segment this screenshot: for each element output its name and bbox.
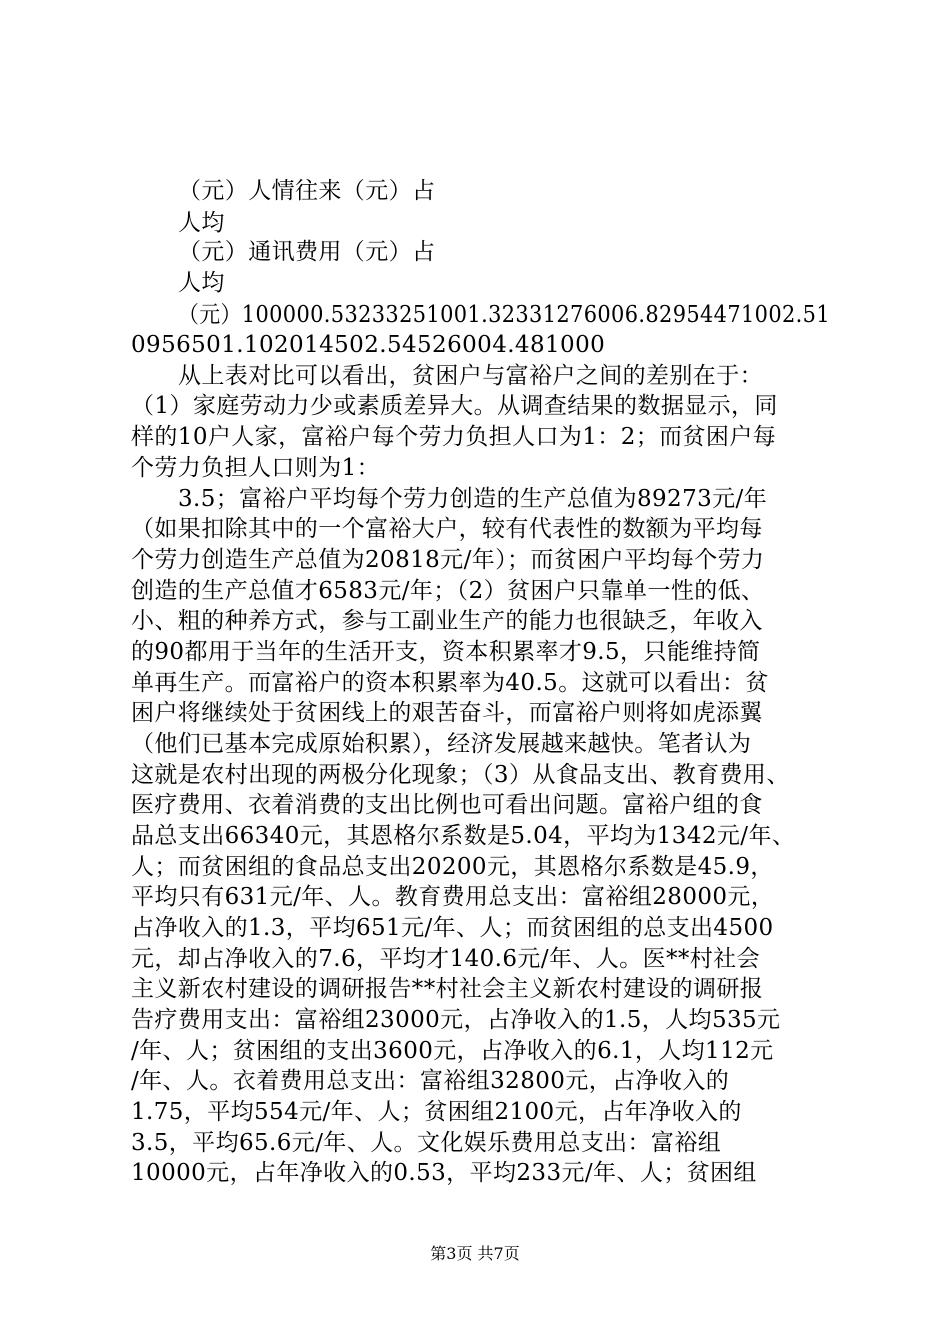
text-line: 1.75，平均554元/年、人；贫困组2100元，占年净收入的 — [131, 1099, 742, 1125]
text-line: 的90都用于当年的生活开支，资本积累率才9.5，只能维持简 — [131, 639, 761, 665]
text-line: 小、粗的种养方式，参与工副业生产的能力也很缺乏，年收入 — [131, 608, 763, 634]
text-line: （元）通讯费用（元）占 — [178, 239, 436, 265]
text-line: 样的10户人家，富裕户每个劳力负担人口为1：2；而贫困户每 — [131, 424, 777, 450]
text-line: 10000元，占年净收入的0.53，平均233元/年、人；贫困组 — [131, 1160, 757, 1186]
text-line: 0956501.102014502.54526004.481000 — [131, 332, 606, 358]
text-line: 占净收入的1.3，平均651元/年、人；而贫困组的总支出4500 — [131, 915, 774, 941]
text-line: 3.5，平均65.6元/年、人。文化娱乐费用总支出：富裕组 — [131, 1130, 722, 1156]
text-line: （1）家庭劳动力少或素质差异大。从调查结果的数据显示，同 — [131, 393, 778, 419]
text-line: 这就是农村出现的两极分化现象；（3）从食品支出、教育费用、 — [131, 762, 790, 788]
text-line: 告疗费用支出：富裕组23000元，占净收入的1.5，人均535元 — [131, 1007, 781, 1033]
text-line: 人均 — [178, 270, 225, 296]
text-line: （他们已基本完成原始积累），经济发展越来越快。笔者认为 — [131, 731, 752, 757]
page-number-footer: 第3页 共7页 — [430, 1244, 520, 1263]
text-line: 个劳力创造生产总值为20818元/年）；而贫困户平均每个劳力 — [131, 547, 765, 573]
text-line: 人均 — [178, 210, 225, 236]
text-line: （元）100000.53233251001.32331276006.82954471002.51 — [178, 302, 830, 328]
text-line: （如果扣除其中的一个富裕大户，较有代表性的数额为平均每 — [131, 516, 763, 542]
text-line: 3.5；富裕户平均每个劳力创造的生产总值为89273元/年 — [178, 486, 768, 512]
text-line: 主义新农村建设的调研报告**村社会主义新农村建设的调研报 — [131, 976, 764, 1002]
text-line: /年、人。衣着费用总支出：富裕组32800元，占净收入的 — [131, 1068, 730, 1094]
text-line: 创造的生产总值才6583元/年；（2）贫困户只靠单一性的低、 — [131, 578, 765, 604]
text-line: 品总支出66340元，其恩格尔系数是5.04，平均为1342元/年、 — [131, 823, 796, 849]
text-line: 单再生产。而富裕户的资本积累率为40.5。这就可以看出：贫 — [131, 670, 769, 696]
text-line: 人；而贫困组的食品总支出20200元，其恩格尔系数是45.9， — [131, 854, 774, 880]
text-line: /年、人；贫困组的支出3600元，占净收入的6.1，人均112元 — [131, 1038, 774, 1064]
text-line: 从上表对比可以看出，贫困户与富裕户之间的差别在于： — [178, 363, 763, 389]
text-line: 医疗费用、衣着消费的支出比例也可看出问题。富裕户组的食 — [131, 792, 763, 818]
text-line: 元，却占净收入的7.6，平均才140.6元/年、人。医**村社会 — [131, 946, 760, 972]
text-line: 个劳力负担人口则为1： — [131, 455, 381, 481]
text-line: 困户将继续处于贫困线上的艰苦奋斗，而富裕户则将如虎添翼 — [131, 700, 763, 726]
text-line: 平均只有631元/年、人。教育费用总支出：富裕组28000元， — [131, 884, 775, 910]
text-line: （元）人情往来（元）占 — [178, 178, 436, 204]
